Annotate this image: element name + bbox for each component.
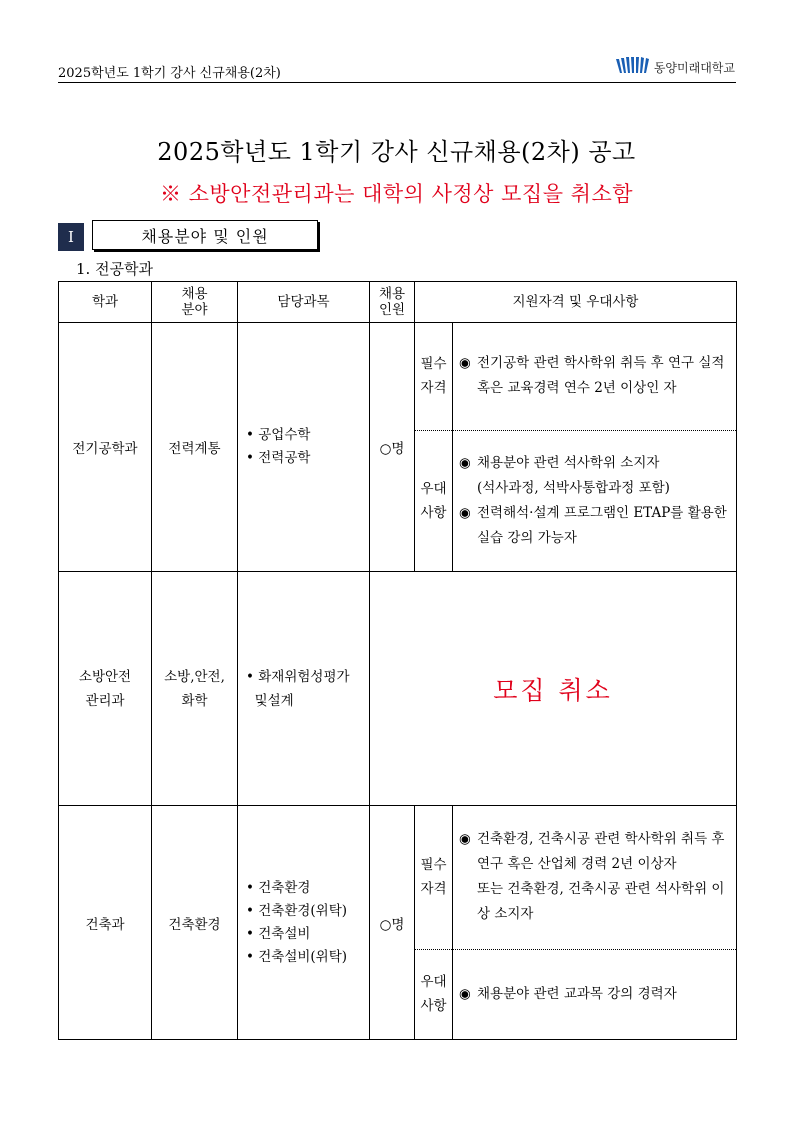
row-subjects bbox=[238, 323, 370, 572]
preferred-text bbox=[453, 949, 737, 1039]
row-qualifications bbox=[415, 323, 737, 572]
preferred-item: 채용분야 관련 석사학위 소지자 (석사과정, 석박사통합과정 포함) bbox=[477, 454, 670, 496]
bullet-icon: ◉ bbox=[459, 831, 471, 848]
table-header-row bbox=[59, 282, 737, 323]
subject-item: • 건축설비 bbox=[246, 925, 311, 942]
section-number-badge: I bbox=[58, 223, 84, 251]
table-row bbox=[59, 572, 737, 806]
university-logo bbox=[616, 56, 735, 78]
row-subjects bbox=[238, 572, 370, 806]
header-field bbox=[152, 282, 238, 323]
header-subjects bbox=[238, 282, 370, 323]
row-field: 건축환경 bbox=[152, 806, 238, 1040]
header-field-label: 채용 분야 bbox=[181, 286, 208, 318]
cancel-notice: ※ 소방안전관리과는 대학의 사정상 모집을 취소함 bbox=[159, 182, 634, 206]
subject-item: • 건축환경(위탁) bbox=[246, 902, 348, 919]
page-header-text: 2025학년도 1학기 강사 신규채용(2차) bbox=[58, 66, 281, 81]
row-field: 소방,안전, 화학 bbox=[152, 572, 238, 806]
section-title-box: 채용분야 및 인원 bbox=[92, 220, 318, 250]
required-text bbox=[453, 806, 737, 949]
university-logo-icon bbox=[616, 55, 650, 79]
row-dept: 소방안전 관리과 bbox=[59, 572, 152, 806]
table-row bbox=[59, 323, 737, 572]
required-text bbox=[453, 323, 737, 430]
preferred-item: 전력해석·설계 프로그램인 ETAP를 활용한 실습 강의 가능자 bbox=[477, 504, 727, 546]
header-divider bbox=[58, 82, 736, 83]
row-dept: 건축과 bbox=[59, 806, 152, 1040]
header-count-label: 채용 인원 bbox=[378, 286, 406, 318]
recruitment-cancelled: 모집 취소 bbox=[370, 572, 737, 806]
subject-item: • 건축환경 bbox=[246, 879, 311, 896]
qualification-subtable bbox=[415, 323, 736, 571]
row-subjects bbox=[238, 806, 370, 1040]
qualification-subtable bbox=[415, 806, 736, 1039]
preferred-text bbox=[453, 430, 737, 571]
row-count: ○명 bbox=[370, 323, 415, 572]
required-item: 전기공학 관련 학사학위 취득 후 연구 실적 혹은 교육경력 연수 2년 이상인 자 bbox=[477, 355, 725, 397]
subheading: 1. 전공학과 bbox=[76, 260, 154, 278]
preferred-label: 우대 사항 bbox=[415, 949, 453, 1039]
bullet-icon: ◉ bbox=[459, 504, 471, 521]
table-row bbox=[59, 806, 737, 1040]
bullet-icon: ◉ bbox=[459, 355, 471, 372]
row-field: 전력계통 bbox=[152, 323, 238, 572]
header-subjects-label: 담당과목 bbox=[277, 294, 330, 310]
header-dept-label: 학과 bbox=[91, 294, 119, 310]
university-logo-text: 동양미래대학교 bbox=[653, 60, 735, 75]
header-qualifications-label: 지원자격 및 우대사항 bbox=[512, 294, 639, 310]
page-title: 2025학년도 1학기 강사 신규채용(2차) 공고 bbox=[157, 138, 636, 166]
recruitment-table bbox=[58, 281, 737, 1040]
required-label: 필수 자격 bbox=[415, 806, 453, 949]
row-qualifications bbox=[415, 806, 737, 1040]
bullet-icon: ◉ bbox=[459, 985, 471, 1002]
bullet-icon: ◉ bbox=[459, 454, 471, 471]
row-dept: 전기공학과 bbox=[59, 323, 152, 572]
header-qualifications bbox=[415, 282, 737, 323]
required-item: 건축환경, 건축시공 관련 학사학위 취득 후 연구 혹은 산업체 경력 2년 이상자 또는 건축환경, 건축시공 관련 석사학위 이상 소지자 bbox=[477, 831, 725, 923]
subject-item: • 전력공학 bbox=[246, 450, 311, 466]
subject-item: • 화재위험성평가 및설계 bbox=[246, 668, 350, 709]
subject-item: • 건축설비(위탁) bbox=[246, 948, 348, 965]
row-count: ○명 bbox=[370, 806, 415, 1040]
required-label: 필수 자격 bbox=[415, 323, 453, 430]
header-dept bbox=[59, 282, 152, 323]
preferred-label: 우대 사항 bbox=[415, 430, 453, 571]
header-count bbox=[370, 282, 415, 323]
subject-item: • 공업수학 bbox=[246, 427, 311, 443]
preferred-item: 채용분야 관련 교과목 강의 경력자 bbox=[477, 985, 677, 1002]
